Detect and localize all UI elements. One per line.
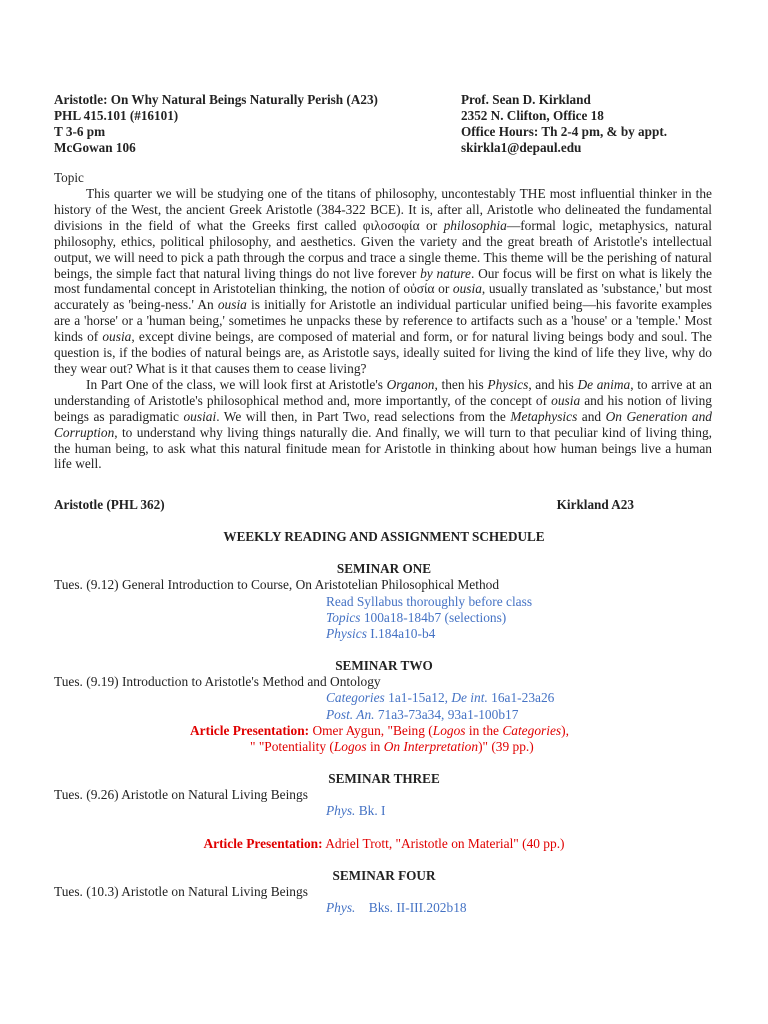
seminar-one-heading: SEMINAR ONE xyxy=(336,561,432,576)
seminar-four-date: Tues. (10.3) Aristotle on Natural Living Beings xyxy=(54,884,308,899)
course-time: T 3-6 pm xyxy=(54,124,106,139)
topic-paragraph-1: This quarter we will be studying one of the titans of philosophy, uncontestably THE most influential thinker in the history of the West, the ancient Greek Aristotle (384-322 BCE). It is, after all, Aristotle who delineated the fundamental divisions in the field of what the Greeks first called φιλοσοφία or philosophia—formal logic, metaphysics, natural philosophy, ethics, political philosophy, and aesthetics. Given the variety and the great breath of Aristotle's intellectual output, we will need to pick a path through the corpus and trace a single theme. This theme will be the perishing of natural beings, the simple fact that natural living things do not live forever by nature. Our focus will be first on what is likely the most fundamental concept in Aristotelian thinking, the notion of οὐσία or ousia, usually translated as 'substance,' but most accurately as 'being-ness.' An ousia is initially for Aristotle an individual particular unified being—his favorite examples are a 'horse' or a 'human being,' sometimes he unpacks these by reference to artifacts such as a 'house' or a 'temple.' Most kinds of ousia, except divine beings, are composed of material and form, or for natural living beings body and soul. The question is, if the bodies of natural beings are, as Aristotle says, ideally suited for living the kind of life they live, why do they wear out? What is it that causes them to cease living? xyxy=(54,186,713,376)
office-hours: Office Hours: Th 2-4 pm, & by appt. xyxy=(461,124,668,139)
seminar-three-heading: SEMINAR THREE xyxy=(328,771,440,786)
topic-heading: Topic xyxy=(54,170,84,185)
seminar-one-reading-2: Topics 100a18-184b7 (selections) xyxy=(326,610,507,625)
instructor-email[interactable]: skirkla1@depaul.edu xyxy=(461,140,582,155)
seminar-two-presentation-2: " "Potentiality (Logos in On Interpretation)" (39 pp.) xyxy=(250,739,534,754)
topic-paragraph-2: In Part One of the class, we will look first at Aristotle's Organon, then his Physics, and his De anima, to arrive at an understanding of Aristotle's philosophical method and, more importantly, of the concept of ousia and his notion of living beings as paradigmatic ousiai. We will then, in Part Two, read selections from the Metaphysics and On Generation and Corruption, to understand why living things naturally die. And finally, we will turn to that peculiar kind of living thing, the human being, to ask what this natural finitude mean for Aristotle in thinking about how human beings live a human life well. xyxy=(54,376,713,472)
seminar-three-presentation: Article Presentation: Adriel Trott, "Aristotle on Material" (40 pp.) xyxy=(203,836,565,851)
instructor-info xyxy=(461,92,667,156)
course-room: McGowan 106 xyxy=(54,140,136,155)
seminar-three-date: Tues. (9.26) Aristotle on Natural Living Beings xyxy=(54,787,308,802)
running-header-left: Aristotle (PHL 362) xyxy=(54,497,165,512)
seminar-four-reading-1: Phys. Bks. II-III.202b18 xyxy=(326,900,467,915)
seminar-two-presentation: Article Presentation: Omer Aygun, "Being (Logos in the Categories), xyxy=(190,723,569,738)
course-title: Aristotle: On Why Natural Beings Naturally Perish (A23) xyxy=(54,92,378,107)
instructor-name: Prof. Sean D. Kirkland xyxy=(461,92,591,107)
seminar-four-heading: SEMINAR FOUR xyxy=(332,868,436,883)
course-info xyxy=(54,92,378,156)
seminar-two-reading-2: Post. An. 71a3-73a34, 93a1-100b17 xyxy=(326,707,519,722)
running-header-right: Kirkland A23 xyxy=(556,497,634,512)
schedule-title: WEEKLY READING AND ASSIGNMENT SCHEDULE xyxy=(223,529,545,544)
seminar-two-reading-1: Categories 1a1-15a12, De int. 16a1-23a26 xyxy=(326,690,555,705)
topic-body xyxy=(54,186,712,472)
seminar-two-heading: SEMINAR TWO xyxy=(335,658,433,673)
course-number: PHL 415.101 (#16101) xyxy=(54,108,179,123)
instructor-address: 2352 N. Clifton, Office 18 xyxy=(461,108,604,123)
seminar-three-reading-1: Phys. Bk. I xyxy=(326,803,386,818)
seminar-one-reading-3: Physics I.184a10-b4 xyxy=(326,626,436,641)
seminar-one-date: Tues. (9.12) General Introduction to Course, On Aristotelian Philosophical Method xyxy=(54,577,500,592)
seminar-two-date: Tues. (9.19) Introduction to Aristotle's Method and Ontology xyxy=(54,674,381,689)
running-header xyxy=(54,497,634,513)
seminar-one-reading-1: Read Syllabus thoroughly before class xyxy=(326,594,533,609)
